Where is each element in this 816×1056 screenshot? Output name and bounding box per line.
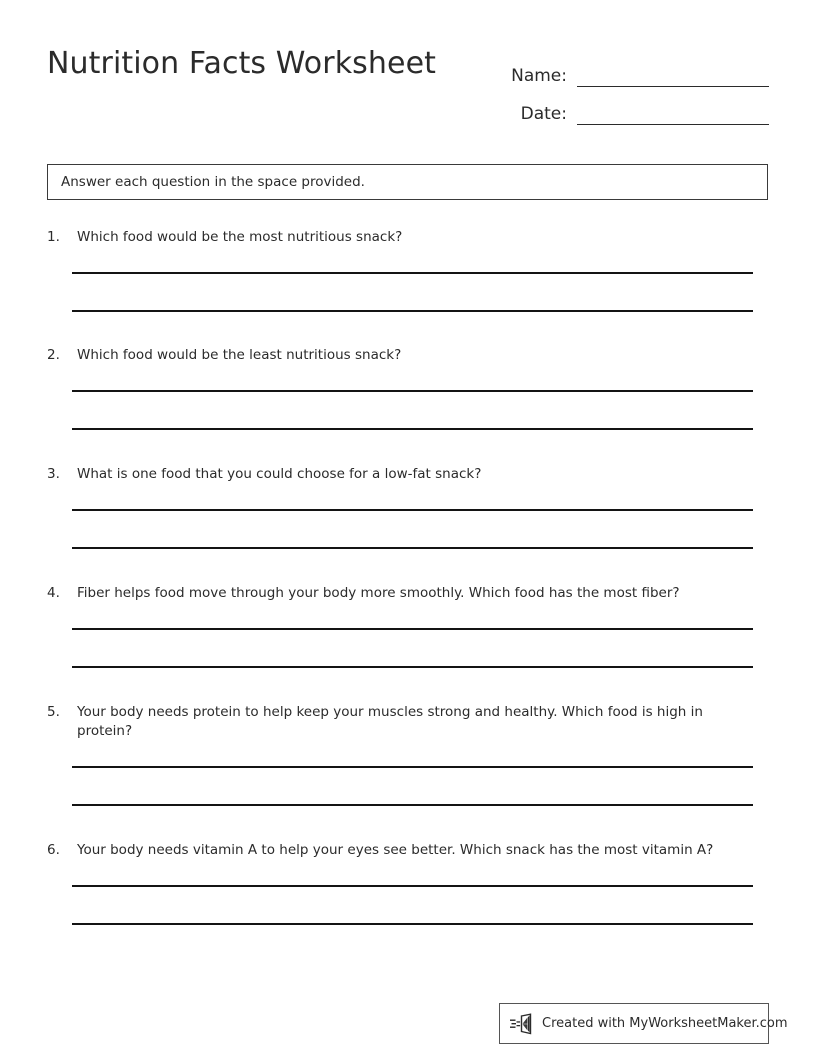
question-list: [47, 228, 769, 960]
answer-line-gap: [72, 768, 769, 804]
answer-line[interactable]: [72, 310, 753, 312]
answer-area-2: [47, 365, 769, 430]
question-heading-3: [47, 465, 769, 484]
question-heading-1: [47, 228, 769, 247]
answer-area-1: [47, 247, 769, 312]
name-row: [499, 49, 769, 87]
answer-area-3: [47, 484, 769, 549]
question-item-2: [47, 346, 769, 465]
question-number-6: 6.: [47, 842, 60, 858]
question-text-6: Your body needs vitamin A to help your eyes see better. Which snack has the most vitamin A?: [77, 842, 714, 858]
question-heading-4: [47, 584, 769, 603]
name-label: Name:: [511, 66, 567, 86]
question-text-4: Fiber helps food move through your body more smoothly. Which food has the most fiber?: [77, 585, 680, 601]
answer-line-gap: [72, 887, 769, 923]
question-item-4: [47, 584, 769, 703]
question-number-3: 3.: [47, 466, 60, 482]
date-input[interactable]: [577, 104, 769, 125]
question-text-2: Which food would be the least nutritious snack?: [77, 347, 402, 363]
page-header: [47, 44, 769, 124]
created-with-text: Created with MyWorksheetMaker.com: [542, 1015, 788, 1031]
name-date-block: [499, 49, 769, 125]
question-heading-2: [47, 346, 769, 365]
date-label: Date:: [520, 104, 567, 124]
worksheet-maker-logo-icon: [510, 1012, 536, 1036]
answer-line[interactable]: [72, 547, 753, 549]
name-input[interactable]: [577, 66, 769, 87]
question-number-1: 1.: [47, 229, 60, 245]
question-item-1: [47, 228, 769, 346]
question-text-5: Your body needs protein to help keep your muscles strong and healthy. Which food is high in protein?: [77, 704, 703, 739]
answer-line[interactable]: [72, 428, 753, 430]
answer-line-gap: [72, 392, 769, 428]
question-number-4: 4.: [47, 585, 60, 601]
answer-line-gap: [72, 630, 769, 666]
question-item-3: [47, 465, 769, 584]
question-heading-5: [47, 703, 769, 741]
question-heading-6: [47, 841, 769, 860]
instructions-box: [47, 164, 768, 200]
answer-area-5: [47, 741, 769, 806]
answer-area-6: [47, 860, 769, 925]
question-item-5: [47, 703, 769, 841]
question-text-1: Which food would be the most nutritious snack?: [77, 229, 403, 245]
question-number-2: 2.: [47, 347, 60, 363]
question-item-6: [47, 841, 769, 960]
answer-line[interactable]: [72, 923, 753, 925]
page-title: Nutrition Facts Worksheet: [47, 46, 436, 81]
question-number-5: 5.: [47, 704, 60, 720]
answer-area-4: [47, 603, 769, 668]
created-with-badge[interactable]: [499, 1003, 788, 1044]
answer-line-gap: [72, 274, 769, 310]
answer-line-gap: [72, 511, 769, 547]
answer-line[interactable]: [72, 804, 753, 806]
instructions-text: Answer each question in the space provided.: [61, 174, 365, 190]
date-row: [499, 87, 769, 125]
answer-line[interactable]: [72, 666, 753, 668]
question-text-3: What is one food that you could choose for a low-fat snack?: [77, 466, 482, 482]
